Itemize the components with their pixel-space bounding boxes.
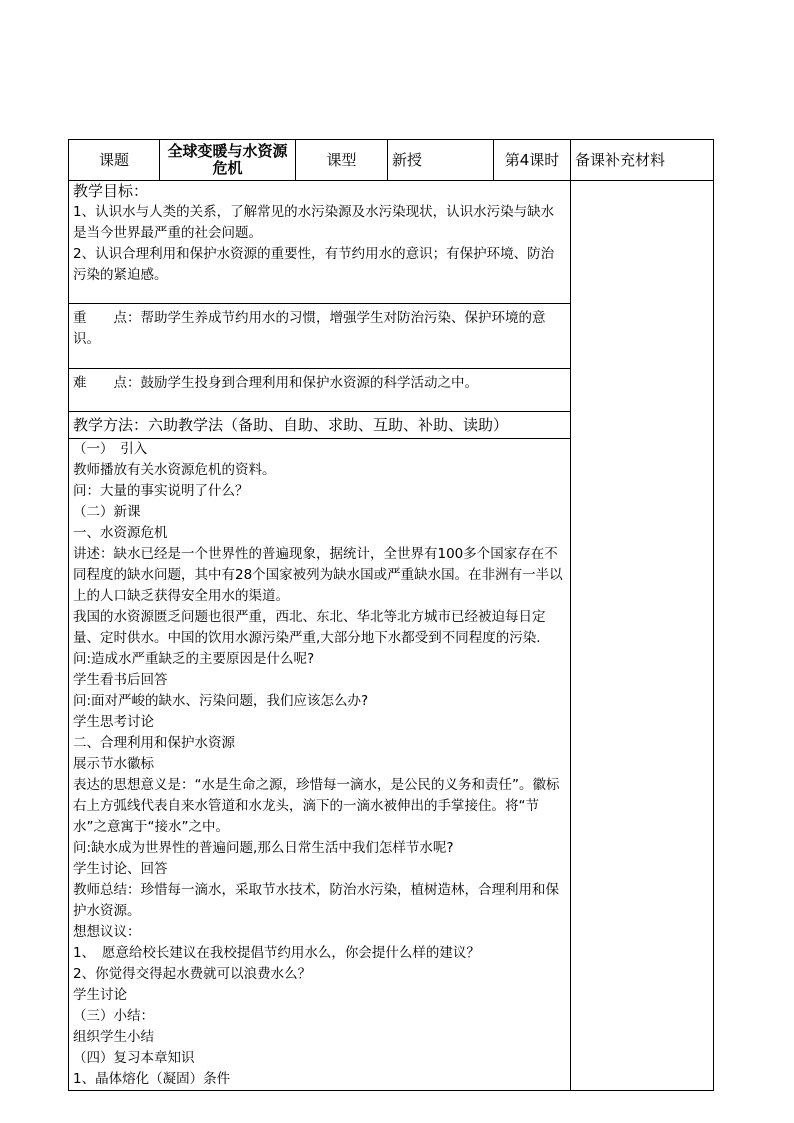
difficulty-text: 难 点：鼓励学生投身到合理利用和保护水资源的科学活动之中。: [73, 375, 478, 391]
process-line-22: （三）小结：: [73, 1008, 154, 1024]
process-line-9: 学生看书后回答: [73, 672, 168, 688]
type-value: 新授: [388, 140, 494, 181]
process-line-19: 1、 愿意给校长建议在我校提倡节约用水么，你会提什么样的建议？: [73, 945, 480, 961]
process-line-21: 学生讨论: [73, 987, 127, 1003]
topic-value: 全球变暖与水资源危机: [160, 140, 296, 181]
process-line-11: 学生思考讨论: [73, 714, 154, 730]
process-line-7: 我国的水资源匮乏问题也很严重，西北、东北、华北等北方城市已经被迫每日定量、定时供水。中国的饮用水源污染严重,大部分地下水都受到不同程度的污染.: [73, 609, 546, 646]
supplement-column: [571, 181, 714, 1091]
objective-item-1: 1、认识水与人类的关系，了解常见的水污染源及水污染现状，认识水污染与缺水是当今世界最严重的社会问题。: [73, 204, 555, 241]
process-line-14: 表达的思想意义是：“水是生命之源，珍惜每一滴水，是公民的义务和责任”。徽标右上方弧线代表自来水管道和水龙头，滴下的一滴水被伸出的手掌接住。将“节水”之意寓于“接水”之中。: [73, 777, 560, 835]
lesson-plan-table: [68, 139, 714, 1091]
method-section: [69, 412, 571, 439]
process-line-24: （四）复习本章知识: [73, 1050, 195, 1066]
process-section: [69, 439, 571, 1091]
process-line-23: 组织学生小结: [73, 1029, 154, 1045]
topic-label: 课题: [69, 140, 160, 181]
type-label: 课型: [296, 140, 388, 181]
objective-item-2: 2、认识合理利用和保护水资源的重要性，有节约用水的意识；有保护环境、防治污染的紧迫感。: [73, 246, 555, 283]
process-line-18: 想想议议：: [73, 924, 141, 940]
period-label: 第4课时: [494, 140, 571, 181]
process-line-2: 教师播放有关水资源危机的资料。: [73, 462, 276, 478]
process-line-16: 学生讨论、回答: [73, 861, 168, 877]
process-line-25: 1、晶体熔化（凝固）条件: [73, 1071, 231, 1087]
objectives-section: [69, 181, 571, 304]
process-line-6: 讲述：缺水已经是一个世界性的普遍现象，据统计，全世界有100多个国家存在不同程度的缺水问题，其中有28个国家被列为缺水国或严重缺水国。在非洲有一半以上的人口缺乏获得安全用水的渠道。: [73, 546, 563, 604]
process-line-15: 问:缺水成为世界性的普遍问题,那么日常生活中我们怎样节水呢?: [73, 840, 454, 856]
process-line-1: （一） 引入: [73, 441, 148, 457]
supplement-label: 备课补充材料: [571, 140, 714, 181]
key-point-section: [69, 304, 571, 369]
objectives-title: 教学目标：: [73, 182, 149, 200]
process-line-17: 教师总结：珍惜每一滴水，采取节水技术，防治水污染，植树造林，合理利用和保护水资源。: [73, 882, 559, 919]
key-point-text: 重 点：帮助学生养成节约用水的习惯，增强学生对防治污染、保护环境的意识。: [73, 310, 546, 347]
process-line-12: 二、合理利用和保护水资源: [73, 735, 235, 751]
process-line-13: 展示节水徽标: [73, 756, 154, 772]
process-line-8: 问:造成水严重缺乏的主要原因是什么呢?: [73, 651, 315, 667]
process-line-20: 2、你觉得交得起水费就可以浪费水么？: [73, 966, 312, 982]
difficulty-section: [69, 369, 571, 412]
process-line-10: 问:面对严峻的缺水、污染问题，我们应该怎么办?: [73, 693, 369, 709]
process-line-4: （二）新课: [73, 504, 141, 520]
process-line-5: 一、水资源危机: [73, 525, 168, 541]
process-line-3: 问：大量的事实说明了什么？: [73, 483, 249, 499]
method-text: 教学方法：六助教学法（备助、自助、求助、互助、补助、读助）: [73, 415, 509, 434]
